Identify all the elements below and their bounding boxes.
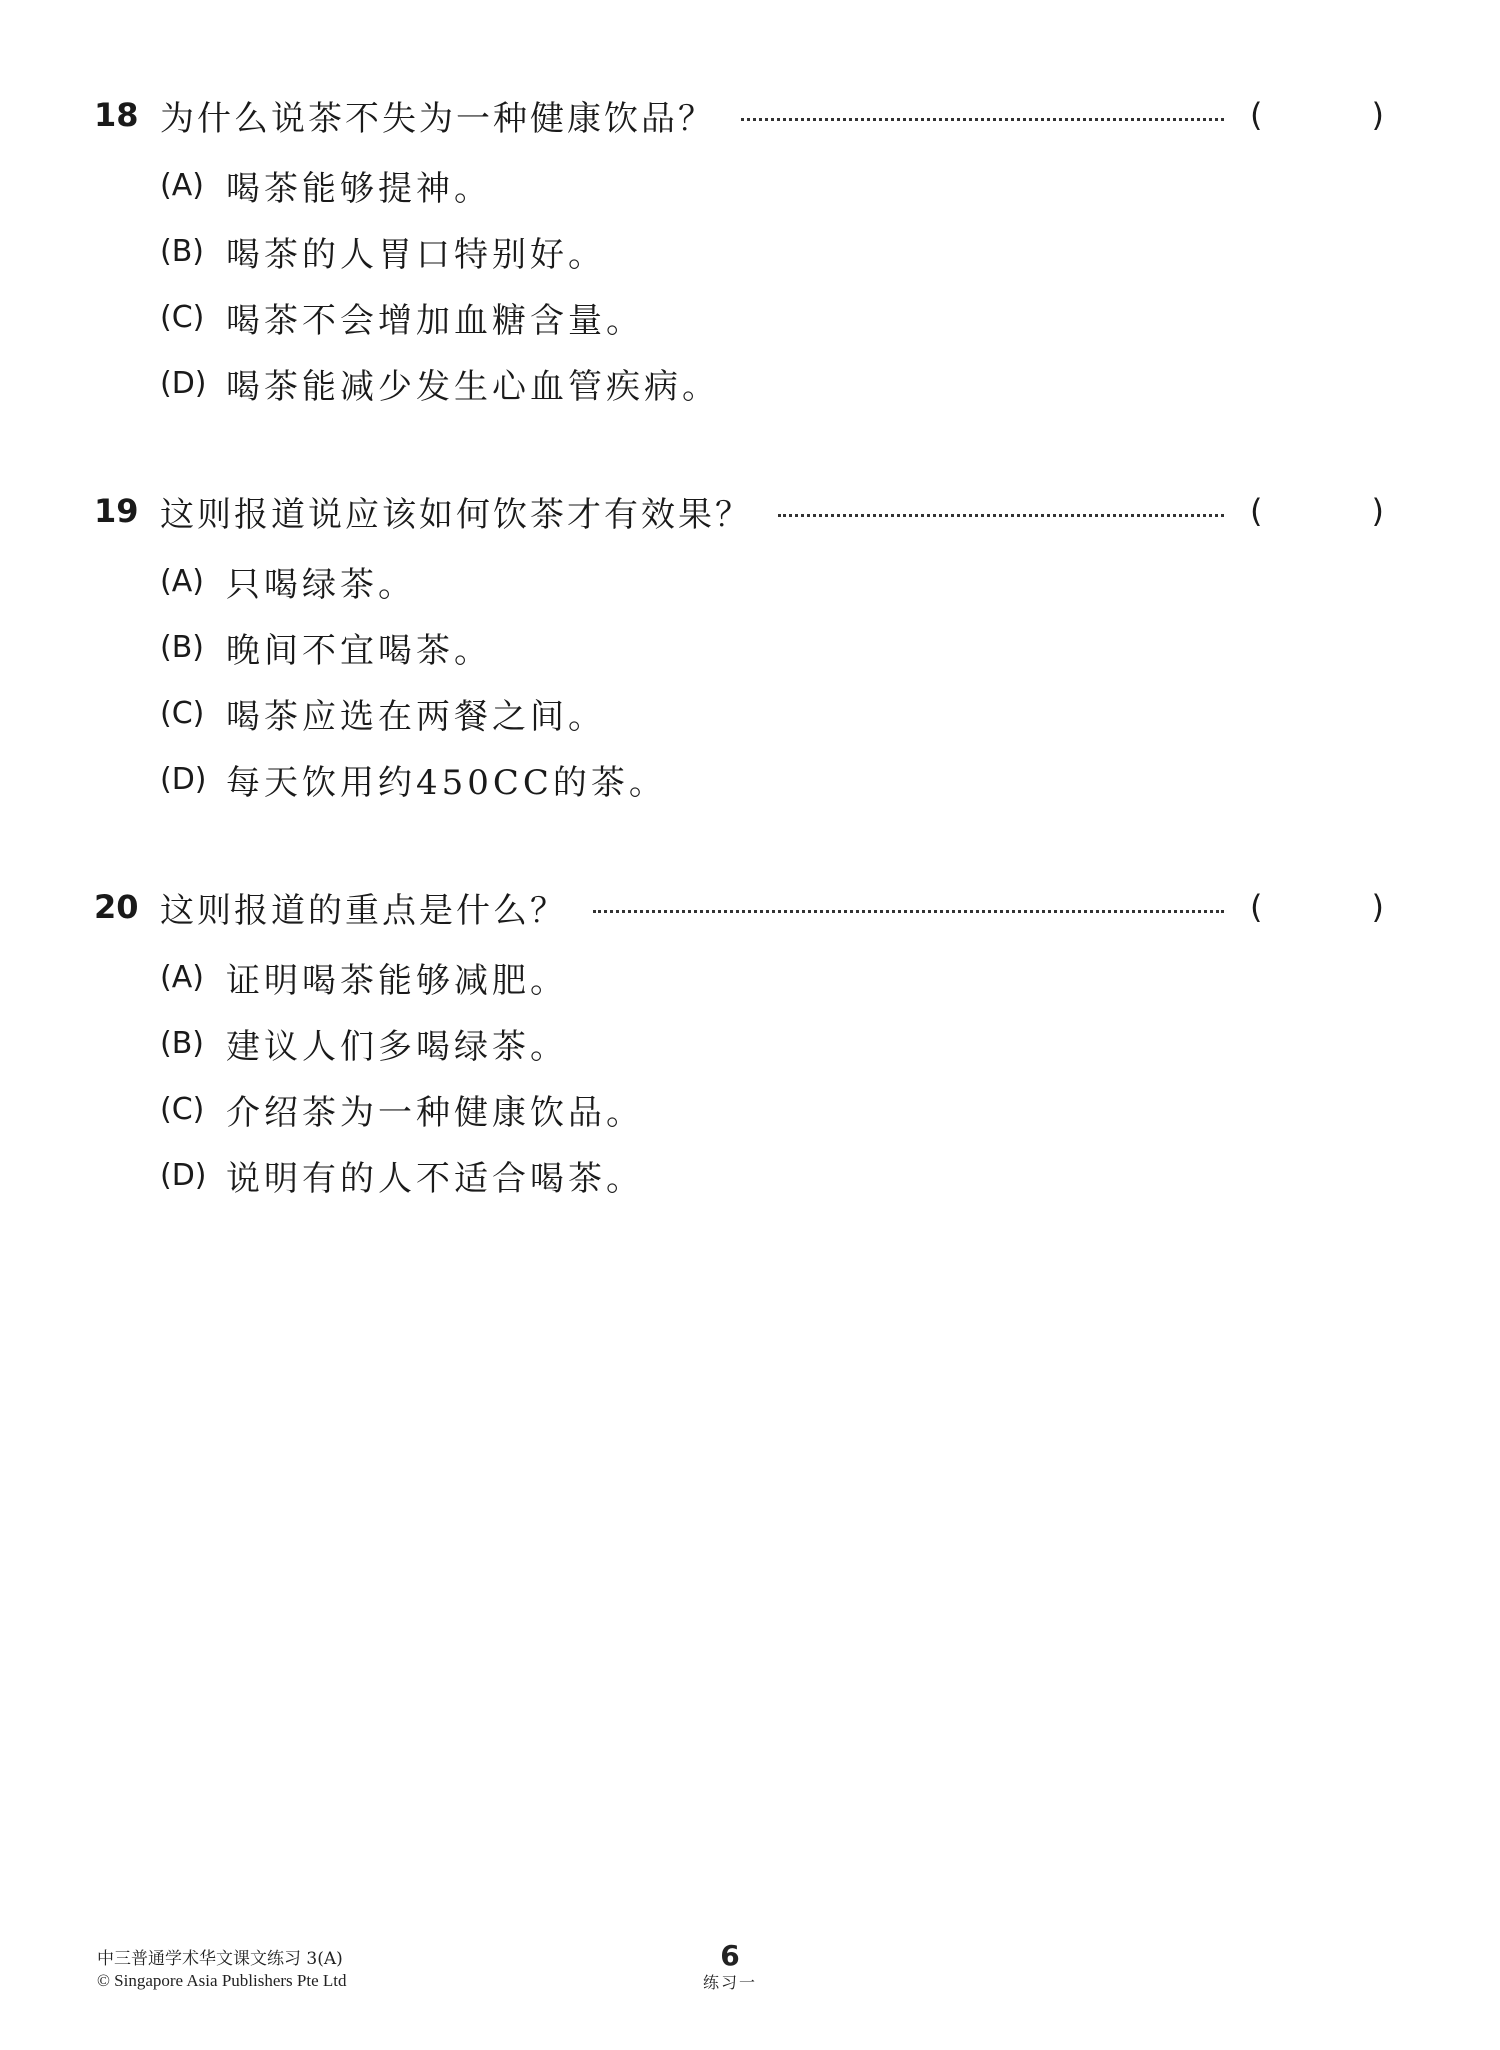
footer-left: [97, 1948, 347, 1992]
options-list: [160, 548, 1384, 812]
footer-center: [650, 1940, 810, 1994]
answer-paren-open: (: [1250, 492, 1263, 530]
question-number: 18: [94, 96, 139, 134]
answer-paren-close: ): [1371, 492, 1384, 530]
option-text: 说明有的人不适合喝茶。: [226, 1158, 644, 1199]
option-text: 喝茶的人胃口特别好。: [226, 234, 606, 275]
option-d: [160, 1142, 1384, 1208]
book-title: 中三普通学术华文课文练习 3(A): [97, 1949, 343, 1969]
option-text: 晚间不宜喝茶。: [226, 630, 492, 671]
question-text: 为什么说茶不失为一种健康饮品？: [160, 98, 715, 139]
answer-blank[interactable]: [1250, 882, 1384, 932]
option-text: 证明喝茶能够减肥。: [226, 960, 568, 1001]
answer-paren-close: ): [1371, 888, 1384, 926]
dotted-leader: [741, 118, 1224, 121]
option-text: 喝茶能够提神。: [226, 168, 492, 209]
dotted-leader: [778, 514, 1224, 517]
option-letter: (C): [160, 1091, 205, 1127]
option-letter: (A): [160, 167, 204, 203]
option-letter: (D): [160, 1157, 207, 1193]
option-letter: (B): [160, 1025, 204, 1061]
answer-blank[interactable]: [1250, 90, 1384, 140]
answer-blank[interactable]: [1250, 486, 1384, 536]
option-letter: (D): [160, 365, 207, 401]
question-text: 这则报道说应该如何饮茶才有效果？: [160, 494, 752, 535]
answer-paren-close: ): [1371, 96, 1384, 134]
answer-paren-open: (: [1250, 96, 1263, 134]
option-a: [160, 944, 1384, 1010]
option-c: [160, 1076, 1384, 1142]
option-text: 只喝绿茶。: [226, 564, 416, 605]
page-number: 6: [720, 1939, 740, 1972]
question-20: [94, 882, 1384, 1208]
question-line: [94, 882, 1384, 932]
option-a: [160, 152, 1384, 218]
option-b: [160, 1010, 1384, 1076]
option-letter: (C): [160, 695, 205, 731]
question-19: [94, 486, 1384, 812]
option-b: [160, 218, 1384, 284]
options-list: [160, 152, 1384, 416]
dotted-leader: [593, 910, 1224, 913]
option-d: [160, 746, 1384, 812]
option-letter: (B): [160, 233, 204, 269]
option-text: 每天饮用约450CC的茶。: [226, 762, 667, 803]
question-18: [94, 90, 1384, 416]
question-text: 这则报道的重点是什么？: [160, 890, 567, 931]
option-letter: (A): [160, 959, 204, 995]
answer-paren-open: (: [1250, 888, 1263, 926]
option-c: [160, 284, 1384, 350]
option-text: 喝茶应选在两餐之间。: [226, 696, 606, 737]
question-number: 19: [94, 492, 139, 530]
question-line: [94, 90, 1384, 140]
copyright-notice: © Singapore Asia Publishers Pte Ltd: [97, 1971, 347, 1990]
options-list: [160, 944, 1384, 1208]
question-line: [94, 486, 1384, 536]
option-a: [160, 548, 1384, 614]
section-label: 练习一: [702, 1973, 757, 1992]
option-b: [160, 614, 1384, 680]
option-d: [160, 350, 1384, 416]
question-number: 20: [94, 888, 139, 926]
option-text: 喝茶能减少发生心血管疾病。: [226, 366, 720, 407]
option-c: [160, 680, 1384, 746]
option-text: 介绍茶为一种健康饮品。: [226, 1092, 644, 1133]
option-letter: (A): [160, 563, 204, 599]
option-text: 建议人们多喝绿茶。: [226, 1026, 568, 1067]
option-letter: (B): [160, 629, 204, 665]
option-letter: (C): [160, 299, 205, 335]
option-text: 喝茶不会增加血糖含量。: [226, 300, 644, 341]
option-letter: (D): [160, 761, 207, 797]
